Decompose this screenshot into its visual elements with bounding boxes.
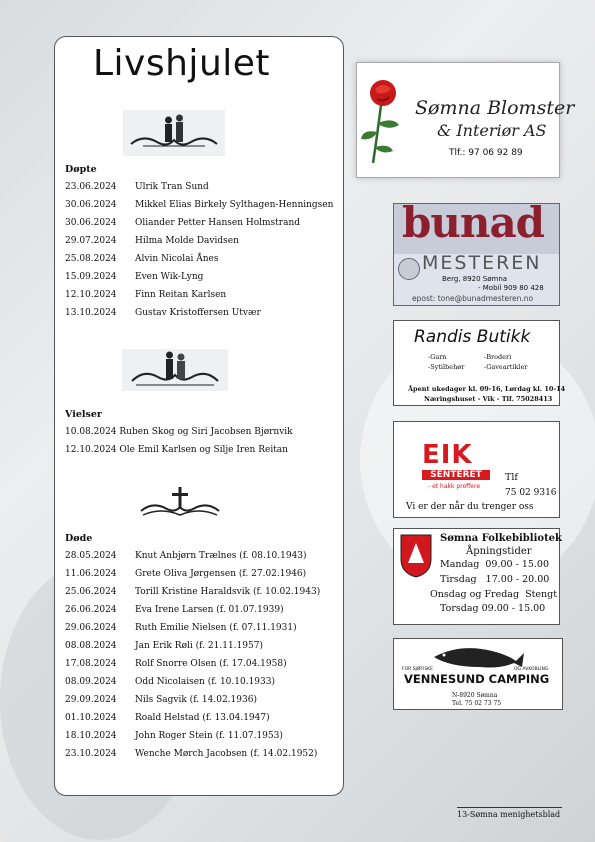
entry-name: Hilma Molde Davidsen xyxy=(135,236,239,246)
randis-hours: Åpent ukedager kl. 09-16, Lørdag kl. 10-14 xyxy=(408,385,566,393)
bunad-mobile: - Mobil 909 80 428 xyxy=(478,284,544,292)
randis-address: Næringshuset - Vik - Tlf. 75028413 xyxy=(424,395,553,403)
bibliotek-subtitle: Åpningstider xyxy=(466,546,532,557)
list-item xyxy=(65,551,307,561)
entry-name: Ulrik Tran Sund xyxy=(135,182,209,192)
bibliotek-hours: Mandag 09.00 - 15.00 xyxy=(440,559,550,570)
list-item xyxy=(65,713,270,723)
eik-tlf-label: Tlf xyxy=(505,472,518,483)
page-title: Livshjulet xyxy=(93,43,271,84)
eik-senteret: SENTERET xyxy=(422,470,490,480)
entry-date: 08.08.2024 xyxy=(65,641,117,651)
list-item xyxy=(65,569,306,579)
list-item xyxy=(65,236,239,246)
entry-date: 30.06.2024 xyxy=(65,218,117,228)
entry-name: Alvin Nicolai Ånes xyxy=(135,254,219,264)
ad-randis-butikk[interactable] xyxy=(393,320,566,406)
list-item xyxy=(65,290,226,300)
entry-name: John Roger Stein (f. 11.07.1953) xyxy=(135,731,283,741)
ad-eik-senteret[interactable] xyxy=(393,421,560,518)
entry-date: 17.08.2024 xyxy=(65,659,117,669)
entry-date: 30.06.2024 xyxy=(65,200,117,210)
entry-name: Jan Erik Røli (f. 21.11.1957) xyxy=(135,641,263,651)
randis-item: -Sytilbehør xyxy=(428,363,465,371)
list-item: 12.10.2024 Ole Emil Karlsen og Silje Iren Reitan xyxy=(65,445,288,455)
list-item xyxy=(65,731,283,741)
entry-date: 12.10.2024 xyxy=(65,290,117,300)
entry-date: 18.10.2024 xyxy=(65,731,117,741)
entry-name: Mikkel Elias Birkely Sylthagen-Henningsen xyxy=(135,200,334,210)
randis-item: -Broderi xyxy=(484,353,512,361)
eik-tagline: - et hakk proffere xyxy=(428,483,481,490)
list-item xyxy=(65,308,261,318)
wedding-emblem xyxy=(122,349,228,391)
vielser-heading: Vielser xyxy=(65,409,102,420)
bibliotek-hours: Torsdag 09.00 - 15.00 xyxy=(440,603,546,614)
entry-date: 28.05.2024 xyxy=(65,551,117,561)
entry-date: 23.06.2024 xyxy=(65,182,117,192)
entry-name: Finn Reitan Karlsen xyxy=(135,290,227,300)
bunad-brand: bunad xyxy=(402,198,545,247)
eik-phone: 75 02 9316 xyxy=(505,488,557,498)
ad-somna-blomster[interactable] xyxy=(356,62,575,178)
page-footer: 13-Sømna menighetsblad xyxy=(457,807,562,819)
list-item xyxy=(65,587,320,597)
entry-date: 13.10.2024 xyxy=(65,308,117,318)
entry-date: 29.07.2024 xyxy=(65,236,117,246)
entry-date: 29.06.2024 xyxy=(65,623,117,633)
dode-heading: Døde xyxy=(65,533,93,544)
list-item xyxy=(65,605,284,615)
entry-name: Oliander Petter Hansen Holmstrand xyxy=(135,218,301,228)
ad-bunadmesteren[interactable] xyxy=(393,198,560,306)
randis-item: -Garn xyxy=(428,353,447,361)
blomster-name: Sømna Blomster xyxy=(415,97,575,119)
bunad-seal-icon xyxy=(398,258,420,280)
fish-icon xyxy=(430,641,526,671)
entry-date: 01.10.2024 xyxy=(65,713,117,723)
eik-logo: EIK xyxy=(422,440,473,470)
vennesund-small-right: OG AVKOBLING xyxy=(514,667,549,672)
vennesund-phone: Tel. 75 02 73 75 xyxy=(452,700,502,707)
baptism-emblem xyxy=(123,110,225,156)
list-item xyxy=(65,200,333,210)
list-item xyxy=(65,695,257,705)
entry-name: Roald Helstad (f. 13.04.1947) xyxy=(135,713,270,723)
cross-emblem xyxy=(137,485,223,525)
list-item xyxy=(65,677,275,687)
entry-date: 26.06.2024 xyxy=(65,605,117,615)
entry-date: 23.10.2024 xyxy=(65,749,117,759)
blomster-sub: & Interiør AS xyxy=(437,121,547,140)
bibliotek-hours: Tirsdag 17.00 - 20.00 xyxy=(440,574,550,585)
vennesund-small-left: FOR SJØFISKE xyxy=(402,667,433,672)
entry-date: 25.06.2024 xyxy=(65,587,117,597)
entry-name: Eva Irene Larsen (f. 01.07.1939) xyxy=(135,605,284,615)
entry-name: Nils Sagvik (f. 14.02.1936) xyxy=(135,695,257,705)
list-item xyxy=(65,218,300,228)
eik-slogan: Vi er der når du trenger oss xyxy=(406,502,534,512)
bibliotek-hours: Onsdag og Fredag Stengt xyxy=(430,589,558,600)
entry-date: 11.06.2024 xyxy=(65,569,117,579)
ad-somna-folkebibliotek[interactable] xyxy=(393,528,560,625)
entry-name: Torill Kristine Haraldsvik (f. 10.02.1943) xyxy=(135,587,321,597)
ad-vennesund-camping[interactable] xyxy=(393,638,563,710)
bibliotek-name: Sømna Folkebibliotek xyxy=(440,533,562,544)
list-item xyxy=(65,182,209,192)
entry-name: Wenche Mørch Jacobsen (f. 14.02.1952) xyxy=(135,749,318,759)
rose-icon xyxy=(359,77,411,167)
randis-name: Randis Butikk xyxy=(414,327,531,347)
entry-name: Ruth Emilie Nielsen (f. 07.11.1931) xyxy=(135,623,297,633)
list-item: 10.08.2024 Ruben Skog og Siri Jacobsen Bjørnvik xyxy=(65,427,293,437)
livshjulet-panel xyxy=(54,36,344,796)
randis-item: -Gaveartikler xyxy=(484,363,528,371)
entry-name: Grete Oliva Jørgensen (f. 27.02.1946) xyxy=(135,569,307,579)
entry-name: Odd Nicolaisen (f. 10.10.1933) xyxy=(135,677,275,687)
entry-date: 08.09.2024 xyxy=(65,677,117,687)
bunad-mesteren: MESTEREN xyxy=(422,252,542,274)
vennesund-name: VENNESUND CAMPING xyxy=(404,672,550,686)
list-item xyxy=(65,749,317,759)
blomster-phone: Tlf.: 97 06 92 89 xyxy=(449,148,523,158)
list-item xyxy=(65,623,297,633)
entry-name: Gustav Kristoffersen Utvær xyxy=(135,308,261,318)
bunad-email: epost: tone@bunadmesteren.no xyxy=(412,294,534,303)
shield-icon xyxy=(399,533,433,579)
dopte-heading: Døpte xyxy=(65,164,97,175)
vennesund-address: N-8920 Sømna xyxy=(452,692,498,699)
entry-name: Knut Anbjørn Trælnes (f. 08.10.1943) xyxy=(135,551,307,561)
entry-date: 29.09.2024 xyxy=(65,695,117,705)
list-item xyxy=(65,659,287,669)
entry-name: Rolf Snorre Olsen (f. 17.04.1958) xyxy=(135,659,287,669)
entry-name: Even Wik-Lyng xyxy=(135,272,204,282)
list-item xyxy=(65,254,218,264)
list-item xyxy=(65,272,203,282)
list-item xyxy=(65,641,263,651)
entry-date: 15.09.2024 xyxy=(65,272,117,282)
bunad-address: Berg, 8920 Sømna xyxy=(442,275,508,283)
entry-date: 25.08.2024 xyxy=(65,254,117,264)
